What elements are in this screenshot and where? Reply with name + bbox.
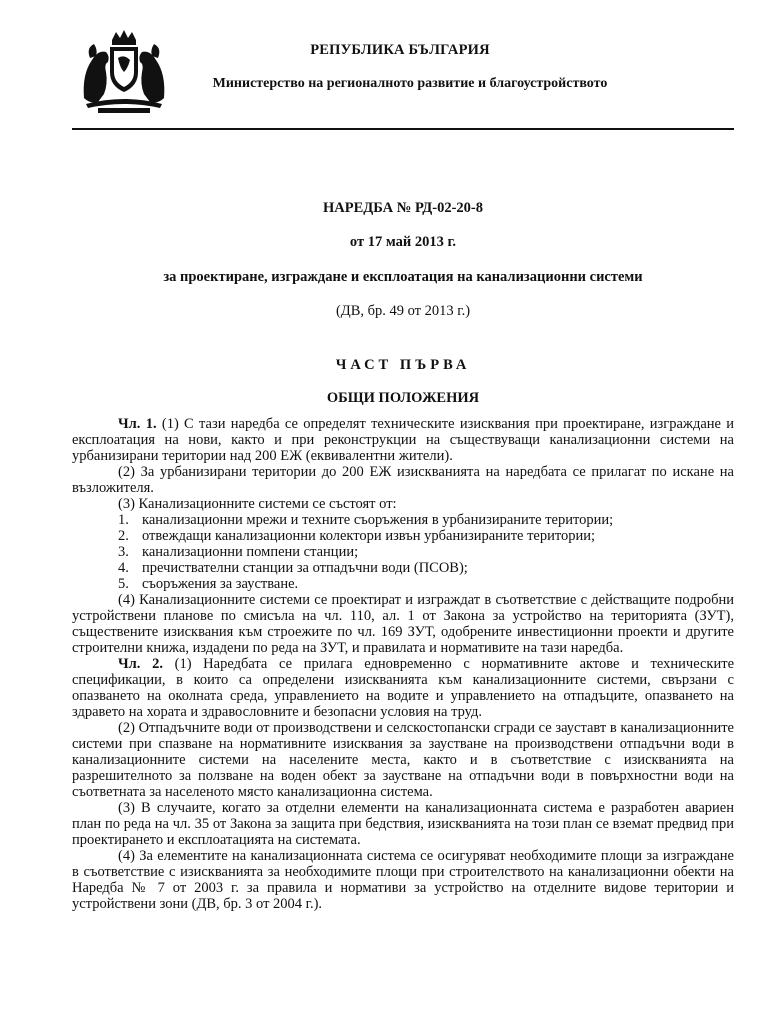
article-label: Чл. 2. bbox=[118, 656, 163, 672]
art1-para1: Чл. 1. (1) С тази наредба се определят техническите изисквания при проектиране, изграждане и експлоатация на нови, както и при реконструкции на съществуващи канализационни системи на урбанизирани територии над 200 ЕЖ (еквивалентни жители). bbox=[72, 416, 734, 464]
art1-para4: (4) Канализационните системи се проектират и изграждат в съответствие с действащите подробни устройствени планове по смисъла на чл. 110, ал. 1 от Закона за устройство на територията (ЗУТ), съществените изисквания към строежите по чл. 169 ЗУТ, одобрените инвестиционни проекти и другите строителни книжа, издадени по реда на ЗУТ, и правилата и нормативите на тази наредба. bbox=[72, 592, 734, 656]
document-header bbox=[0, 0, 768, 132]
document-body bbox=[72, 416, 734, 912]
article-label: Чл. 1. bbox=[118, 416, 157, 432]
part-heading: ЧАСТ ПЪРВА bbox=[335, 357, 471, 373]
list-item: 4. пречиствателни станции за отпадъчни води (ПСОВ); bbox=[118, 560, 468, 576]
art2-para3: (3) В случаите, когато за отделни елементи на канализационната система е разработен авариен план по реда на чл. 35 от Закона за защита при бедствия, изискванията на този план се вземат предвид при проектирането и експлоатацията на системата. bbox=[72, 800, 734, 848]
list-item: 2. отвеждащи канализационни колектори извън урбанизираните територии; bbox=[118, 528, 596, 544]
regulation-subject: за проектиране, изграждане и експлоатация на канализационни системи bbox=[163, 269, 643, 285]
list-item: 5. съоръжения за заустване. bbox=[118, 576, 299, 592]
section-heading: ОБЩИ ПОЛОЖЕНИЯ bbox=[326, 390, 480, 406]
list-item: 3. канализационни помпени станции; bbox=[118, 544, 359, 560]
art2-para2: (2) Отпадъчните води от производствени и селскостопански сгради се зауставт в канализационните системи при спазване на нормативните изисквания за заустване на производствени отпадъчни води в канализационните системи на населените места, както и в съответствие с изискванията на разрешителното за ползване на воден обект за заустване на отпадъчни води в повърхностни води на съответната за населеното място канализационна система. bbox=[72, 720, 734, 800]
art2-para4: (4) За елементите на канализационната система се осигуряват необходимите площи за изграждане в съответствие с изискванията за необходимите площи при строителството на канализационни обекти на Наредба № 7 от 2003 г. за правила и нормативи за устройство на отделните видове територии и устройствени зони (ДВ, бр. 3 от 2004 г.). bbox=[72, 848, 734, 912]
regulation-number: НАРЕДБА № РД-02-20-8 bbox=[323, 200, 483, 216]
gazette-reference: (ДВ, бр. 49 от 2013 г.) bbox=[335, 303, 471, 319]
header-divider bbox=[72, 128, 734, 130]
coat-of-arms-icon bbox=[76, 28, 172, 114]
document-titles bbox=[72, 200, 734, 406]
art1-para2: (2) За урбанизирани територии до 200 ЕЖ изискванията на наредбата се прилагат по искане на възложителя. bbox=[72, 464, 734, 496]
ministry-name: Министерство на регионалното развитие и благоустройството bbox=[212, 76, 608, 91]
art2-para1: Чл. 2. (1) Наредбата се прилага едновременно с нормативните актове и техническите спецификации, в които са определени изискванията към канализационните системи, свързани с опазването на околната среда, управлението на водите и управлението на отпадъците, опазването на здравето на хората и здравословните и безопасни условия на труд. bbox=[72, 656, 735, 720]
art1-para3: (3) Канализационните системи се състоят от: bbox=[118, 496, 397, 512]
list-item: 1. канализационни мрежи и техните съоръжения в урбанизираните територии; bbox=[118, 512, 614, 528]
regulation-date: от 17 май 2013 г. bbox=[349, 234, 457, 250]
republic-name: РЕПУБЛИКА БЪЛГАРИЯ bbox=[310, 42, 490, 58]
